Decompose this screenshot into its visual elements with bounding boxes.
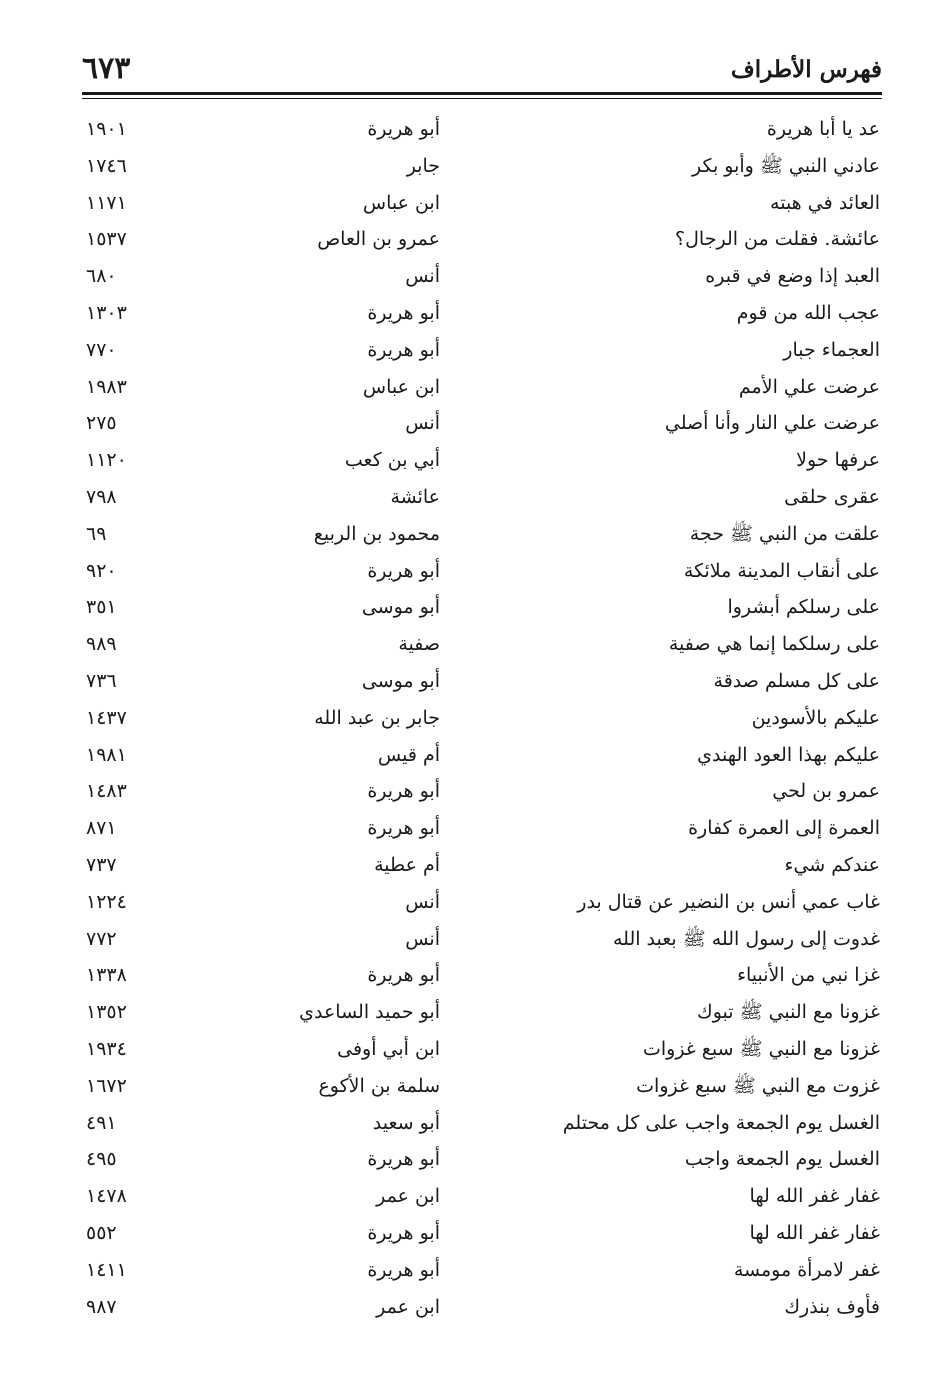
hadith-number: ٧٣٧ [86,853,117,876]
narrator-name: عمرو بن العاص [317,228,440,251]
hadith-text: غفار غفر الله لها [749,1221,880,1244]
list-item [82,994,880,1031]
list-item [82,369,880,406]
hadith-text: على رسلكم أبشروا [727,596,880,619]
hadith-number: ٣٥١ [86,596,117,619]
hadith-text: عندكم شيء [784,853,880,876]
hadith-text: الغسل يوم الجمعة واجب [684,1148,880,1171]
hadith-text: غزونا مع النبي ﷺ تبوك [697,1001,880,1024]
entries-list [82,111,880,1325]
list-item [82,1031,880,1068]
list-item [82,516,880,553]
hadith-text: عليكم بهذا العود الهندي [697,743,880,766]
hadith-text: على كل مسلم صدقة [713,669,880,692]
narrator-name: أنس [405,265,440,288]
list-item [82,810,880,847]
narrator-name: أبو سعيد [372,1111,440,1134]
narrator-name: ابن عمر [376,1295,440,1318]
hadith-text: علقت من النبي ﷺ حجة [689,522,880,545]
narrator-name: ابن عمر [376,1185,440,1208]
hadith-number: ٤٩٥ [86,1148,117,1171]
hadith-text: غفر لامرأة مومسة [733,1258,880,1281]
hadith-text: عرضت علي النار وأنا أصلي [664,412,880,435]
hadith-text: عائشة. فقلت من الرجال؟ [675,228,880,251]
list-item [82,847,880,884]
hadith-number: ٥٥٢ [86,1221,117,1244]
list-item [82,1141,880,1178]
narrator-name: أبو هريرة [367,780,440,803]
narrator-name: سلمة بن الأكوع [318,1074,440,1097]
hadith-number: ٩٢٠ [86,559,117,582]
hadith-text: على أنقاب المدينة ملائكة [683,559,880,582]
narrator-name: أبو هريرة [367,118,440,140]
hadith-text: فأوف بنذرك [784,1295,880,1318]
list-item [82,921,880,958]
narrator-name: جابر بن عبد الله [314,706,440,729]
hadith-number: ١٣٣٨ [86,964,127,987]
hadith-number: ٢٧٥ [86,412,117,435]
list-item [82,1068,880,1105]
narrator-name: أم عطية [374,853,440,876]
narrator-name: أبو موسى [361,669,440,692]
hadith-text: غزونا مع النبي ﷺ سبع غزوات [642,1037,880,1060]
narrator-name: ابن عباس [362,191,440,214]
hadith-number: ١٤٧٨ [86,1185,127,1208]
hadith-number: ٩٨٧ [86,1295,117,1318]
hadith-text: عادني النبي ﷺ وأبو بكر [691,154,880,177]
list-item [82,442,880,479]
page-title: فهرس الأطراف [730,56,882,83]
hadith-text: غدوت إلى رسول الله ﷺ بعبد الله [612,927,880,950]
narrator-name: أبي بن كعب [344,449,440,472]
list-item [82,1289,880,1326]
list-item [82,589,880,626]
hadith-number: ١٧٤٦ [86,154,127,177]
narrator-name: أبو هريرة [367,338,440,361]
hadith-text: عرفها حولا [796,449,880,472]
hadith-text: عمرو بن لحي [772,780,880,803]
list-item [82,1105,880,1142]
narrator-name: أبو هريرة [367,1258,440,1281]
header-rule-thick [82,92,882,95]
hadith-text: العبد إذا وضع في قبره [705,265,880,288]
hadith-number: ٧٧٠ [86,338,117,361]
hadith-text: الغسل يوم الجمعة واجب على كل محتلم [562,1111,880,1134]
list-item [82,1178,880,1215]
narrator-name: أنس [405,890,440,913]
narrator-name: أبو هريرة [367,1148,440,1171]
list-item [82,295,880,332]
narrator-name: أبو هريرة [367,1221,440,1244]
list-item [82,332,880,369]
hadith-number: ١٥٣٧ [86,228,127,251]
hadith-number: ٦٩ [86,522,107,545]
hadith-text: غاب عمي أنس بن النضير عن قتال بدر [577,890,880,913]
page-number: ٦٧٣ [82,51,131,86]
hadith-text: عد يا أبا هريرة [766,118,880,140]
hadith-number: ١٤٣٧ [86,706,127,729]
list-item [82,737,880,774]
narrator-name: أم قيس [377,743,440,766]
list-item [82,185,880,222]
narrator-name: صفية [398,633,440,656]
list-item [82,700,880,737]
hadith-number: ١٩٠١ [86,118,127,140]
narrator-name: أنس [405,412,440,435]
narrator-name: أنس [405,927,440,950]
hadith-number: ٨٧١ [86,817,117,840]
hadith-text: عجب الله من قوم [736,301,880,324]
hadith-number: ١١٢٠ [86,449,127,472]
hadith-text: عليكم بالأسودين [751,706,880,729]
hadith-text: عرضت علي الأمم [738,375,880,398]
hadith-text: العمرة إلى العمرة كفارة [688,817,880,840]
list-item [82,663,880,700]
narrator-name: أبو هريرة [367,301,440,324]
list-item [82,221,880,258]
list-item [82,773,880,810]
narrator-name: ابن عباس [362,375,440,398]
hadith-text: عقرى حلقى [784,485,880,508]
list-item [82,884,880,921]
hadith-text: غفار غفر الله لها [749,1185,880,1208]
narrator-name: أبو هريرة [367,559,440,582]
hadith-text: العجماء جبار [783,338,880,361]
list-item [82,148,880,185]
hadith-text: غزوت مع النبي ﷺ سبع غزوات [636,1074,880,1097]
narrator-name: أبو موسى [361,596,440,619]
list-item [82,957,880,994]
hadith-text: على رسلكما إنما هي صفية [668,633,880,656]
hadith-number: ١٦٧٢ [86,1074,127,1097]
hadith-number: ١٩٣٤ [86,1037,127,1060]
narrator-name: أبو هريرة [367,817,440,840]
hadith-number: ١٩٨٣ [86,375,127,398]
hadith-number: ١٤١١ [86,1258,127,1281]
hadith-number: ١٤٨٣ [86,780,127,803]
narrator-name: ابن أبي أوفى [337,1037,440,1060]
narrator-name: عائشة [390,485,440,508]
list-item [82,1215,880,1252]
hadith-number: ١٣٠٣ [86,301,127,324]
narrator-name: أبو هريرة [367,964,440,987]
list-item [82,626,880,663]
list-item [82,258,880,295]
hadith-number: ٤٩١ [86,1111,117,1134]
list-item [82,1252,880,1289]
hadith-number: ١١٧١ [86,191,127,214]
narrator-name: أبو حميد الساعدي [299,1001,440,1024]
list-item [82,111,880,148]
hadith-text: غزا نبي من الأنبياء [737,964,880,987]
page-header [82,52,882,92]
narrator-name: جابر [406,154,440,177]
hadith-number: ٩٨٩ [86,633,117,656]
hadith-number: ٧٧٢ [86,927,117,950]
list-item [82,479,880,516]
narrator-name: محمود بن الربيع [313,522,440,545]
header-rule-thin [82,98,882,99]
hadith-number: ٦٨٠ [86,265,117,288]
list-item [82,553,880,590]
hadith-number: ١٩٨١ [86,743,127,766]
hadith-number: ١٣٥٢ [86,1001,127,1024]
hadith-number: ٧٣٦ [86,669,117,692]
hadith-text: العائد في هبته [770,191,880,214]
hadith-number: ٧٩٨ [86,485,117,508]
list-item [82,405,880,442]
hadith-number: ١٢٢٤ [86,890,127,913]
